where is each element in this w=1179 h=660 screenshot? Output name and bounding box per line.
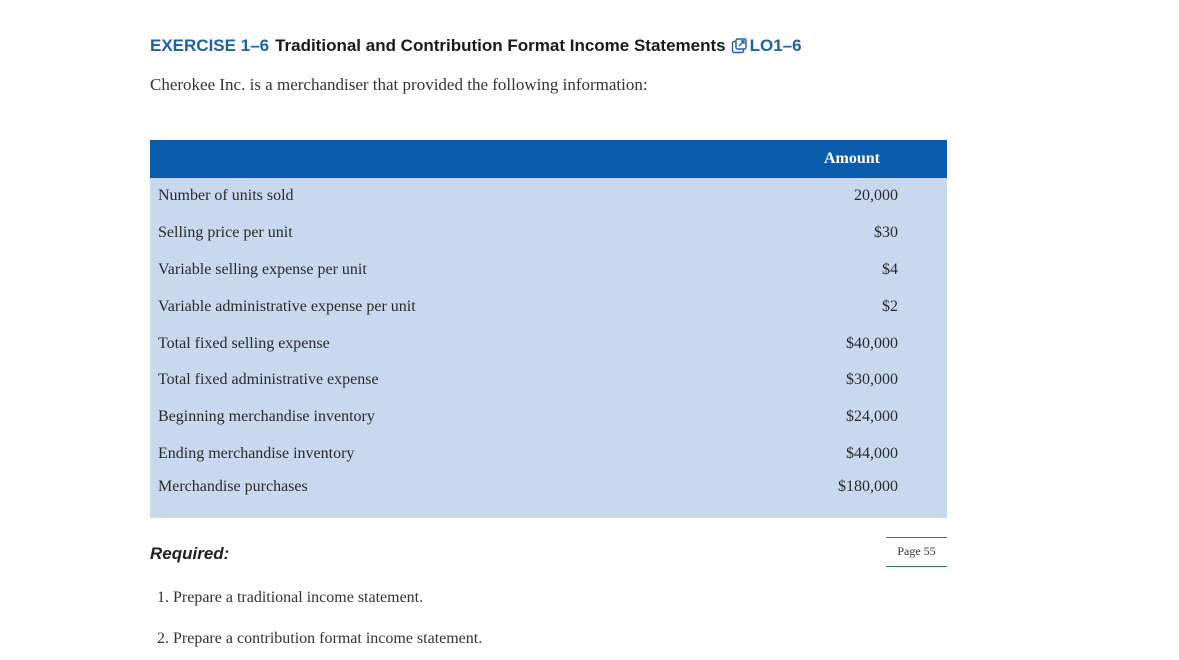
learning-objective-link[interactable]: LO1–6 <box>749 36 802 55</box>
page-marker: Page 55 <box>886 537 947 567</box>
intro-text: Cherokee Inc. is a merchandiser that provided the following information: <box>150 75 648 94</box>
exercise-title: Traditional and Contribution Format Income Statements <box>275 36 726 55</box>
row-label: Total fixed administrative expense <box>158 371 379 389</box>
exercise-number: EXERCISE 1–6 <box>150 36 270 55</box>
table-header-row <box>150 140 947 178</box>
row-label: Selling price per unit <box>158 224 293 242</box>
required-heading: Required: <box>150 544 230 563</box>
row-label: Variable selling expense per unit <box>158 260 367 278</box>
table-row <box>150 252 947 289</box>
data-table <box>150 140 947 518</box>
exercise-heading <box>150 36 802 56</box>
table-header-amount: Amount <box>757 140 947 178</box>
row-label: Total fixed selling expense <box>158 334 330 352</box>
table-row <box>150 215 947 252</box>
required-step-1: 1. Prepare a traditional income statement. <box>157 589 424 606</box>
row-value: $2 <box>882 297 898 315</box>
row-value: $4 <box>882 260 898 278</box>
table-row <box>150 399 947 436</box>
table-row <box>150 472 947 518</box>
row-value: $44,000 <box>846 444 898 462</box>
table-row <box>150 325 947 362</box>
row-value: $30,000 <box>846 371 898 389</box>
row-value: $40,000 <box>846 334 898 352</box>
row-label: Beginning merchandise inventory <box>158 408 375 426</box>
row-label: Number of units sold <box>158 187 294 205</box>
table-row <box>150 436 947 473</box>
table-row <box>150 288 947 325</box>
row-value: $180,000 <box>838 478 898 496</box>
external-link-icon[interactable] <box>731 38 747 54</box>
row-label: Ending merchandise inventory <box>158 444 355 462</box>
row-label: Merchandise purchases <box>158 478 308 496</box>
row-value: $24,000 <box>846 408 898 426</box>
row-value: 20,000 <box>854 187 898 205</box>
table-row <box>150 178 947 215</box>
table-row <box>150 362 947 399</box>
row-label: Variable administrative expense per unit <box>158 297 416 315</box>
table-header-blank <box>150 140 757 178</box>
row-value: $30 <box>874 224 898 242</box>
required-step-2: 2. Prepare a contribution format income statement. <box>157 630 483 647</box>
